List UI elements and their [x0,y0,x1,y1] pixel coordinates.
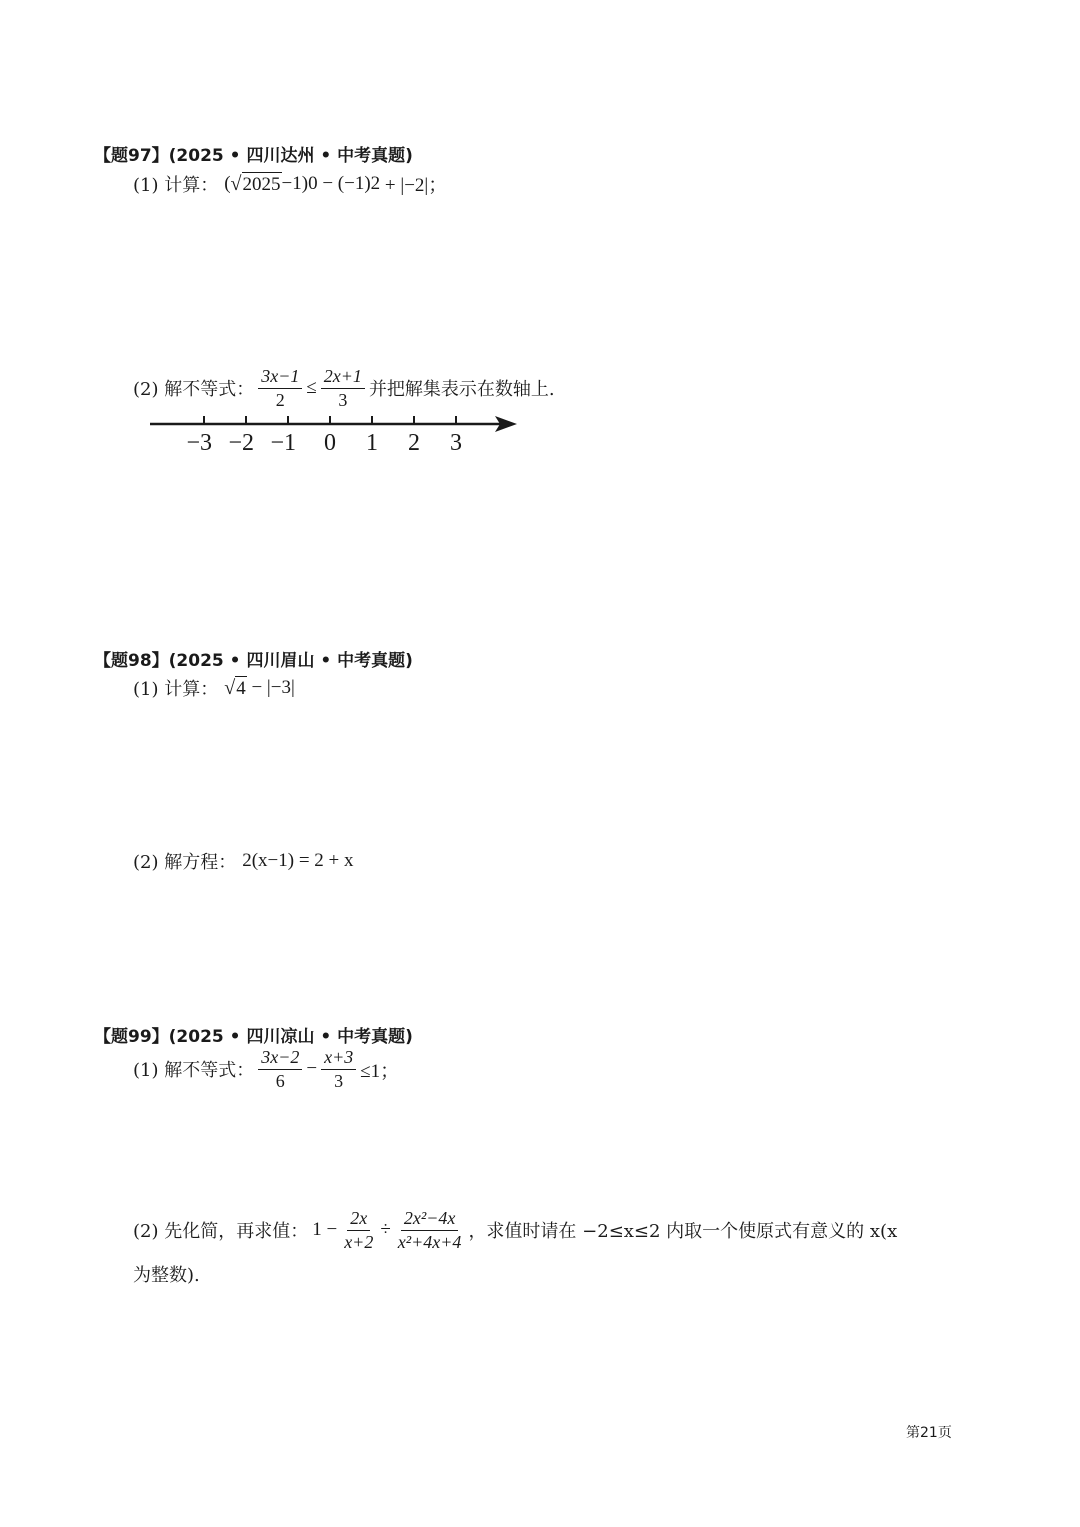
q99-part2-label: (2) 先化简，再求值： [133,1221,309,1243]
q99-part2-fraction-2 [395,1208,465,1252]
q99-part2-continued: 为整数). [133,1265,200,1286]
q99-part2-fraction-1 [341,1208,376,1252]
q99-part2-tail: ，求值时请在 −2≤x≤2 内取一个使原式有意义的 x(x [468,1221,898,1243]
page-number: 第21页 [906,1425,952,1441]
q98-part1 [133,675,295,701]
number-line-tick-label: 0 [324,430,336,456]
q99-part2-f2-num: 2x²−4x [401,1208,459,1231]
q99-part2-divide: ÷ [380,1219,391,1241]
q97-part2-lhs-num: 3x−1 [258,366,302,389]
q97-part1: (1) 计算： ( √ 2025 −1) 0 − (−1) 2 + |−2|； [133,170,447,197]
question-97-header: 【题97】(2025 • 四川达州 • 中考真题) [94,146,413,166]
number-line-tick-label: 1 [366,430,378,456]
q97-part1-open-paren: ( [224,172,231,194]
q98-part2-label: (2) 解方程： [133,852,237,873]
q99-part2 [133,1208,897,1252]
q99-part2-f2-den: x²+4x+4 [397,1231,462,1252]
q99-part2-lead: 1 − [312,1219,338,1241]
q99-part1-tail: ≤1； [360,1060,400,1082]
q99-part1-f2-num: x+3 [321,1047,356,1070]
q97-part2-lhs-den: 2 [275,389,285,410]
number-line-tick-label: −3 [186,430,212,456]
q97-part1-minus: − (−1) [317,172,371,194]
q99-part1-operator: − [306,1058,318,1080]
q98-part1-radical: √ 4 [224,677,246,699]
q99-part1-fraction-1 [258,1047,302,1091]
q98-part1-tail: − |−3| [246,677,295,698]
q99-part1-f1-den: 6 [275,1070,285,1091]
q97-part2-relation: ≤ [306,377,317,399]
q98-part2-equation: 2(x−1) = 2 + x [242,850,354,871]
q97-part2-rhs-den: 3 [338,389,348,410]
q97-part2-rhs-num: 2x+1 [321,366,365,389]
q97-part2-tail: 并把解集表示在数轴上. [368,379,555,401]
q99-part2-f1-den: x+2 [344,1231,374,1252]
question-98-header: 【题98】(2025 • 四川眉山 • 中考真题) [94,651,413,671]
number-line-tick-label: 2 [408,430,420,456]
number-line [145,408,525,458]
q97-part1-after-radical: −1) [281,172,309,194]
number-line-tick-label: −2 [228,430,254,456]
q97-part1-radicand: 2025 [242,173,281,195]
q97-part2-rhs-fraction [321,366,365,410]
q99-part1-f2-den: 3 [334,1070,344,1091]
q97-part2-label: (2) 解不等式： [133,379,255,401]
q97-part1-label: (1) 计算： [133,174,219,196]
number-line-tick-label: −1 [270,430,296,456]
q99-part1-label: (1) 解不等式： [133,1060,255,1082]
q98-part1-radicand: 4 [236,678,246,699]
q97-part2-lhs-fraction [258,366,302,410]
q97-part1-radical: √ 2025 [230,172,281,195]
q97-part1-tail: + |−2|； [380,175,448,196]
q99-part1-f1-num: 3x−2 [258,1047,302,1070]
number-line-ticks [186,416,462,456]
q98-part1-label: (1) 计算： [133,679,219,700]
q99-part1 [133,1047,399,1091]
q99-part1-fraction-2 [321,1047,356,1091]
question-99-header: 【题99】(2025 • 四川凉山 • 中考真题) [94,1027,413,1047]
q98-part2 [133,848,354,874]
number-line-tick-label: 3 [450,430,462,456]
q97-part2 [133,366,555,410]
q99-part2-f1-num: 2x [347,1208,370,1231]
